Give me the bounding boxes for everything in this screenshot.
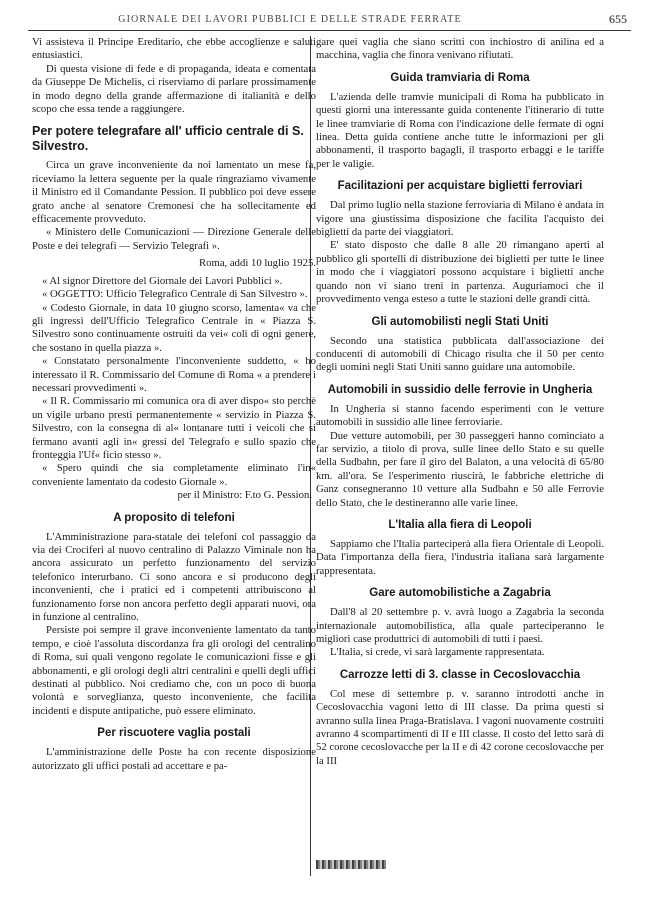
article-title: Guida tramviaria di Roma — [390, 71, 530, 84]
article-paragraph: Circa un grave inconveniente da noi lamentato un mese fa, riceviamo la lettera seguente per la quale ringraziamo vivamente il Ministro ed il Comandante Pession. Il pubblico poi deve essere grato anche al senatore Cremonesi che ha sollecitamente ed efficacemente provveduto. — [32, 159, 316, 226]
article-title: Per riscuotere vaglia postali — [97, 727, 251, 740]
article-title: Gare automobilistiche a Zagabria — [369, 587, 551, 600]
article-paragraph: L'azienda delle tramvie municipali di Roma ha pubblicato in questi giorni una interessante guida contenente l'itinerario di tutte le linee tramviarie di Roma con l'indicazione delle fermate di ogni linea. Detta guida contiene anche tutte le informazioni per gli abbonamenti, il trasporto bagagli, il trasporto erbaggi e le tariffe per le valigie. — [316, 90, 604, 170]
article-title: Facilitazioni per acquistare biglietti ferroviari — [337, 180, 583, 193]
header-rule — [28, 30, 631, 31]
intro-paragraph: Di questa visione di fede e di propaganda, ideata e comentata da Giuseppe De Michelis, ci riserviamo di parlare prossimamente in modo degno della grande affermazione di italianità e dello scopo che essa tende a raggiungere. — [32, 62, 316, 116]
letter-paragraph: « OGGETTO: Ufficio Telegrafico Centrale di San Silvestro ». — [42, 288, 308, 301]
article-title: Carrozze letti di 3. classe in Cecoslovacchia — [339, 668, 581, 681]
intro-paragraph: Vi assisteva il Principe Ereditario, che ebbe accoglienze e saluti entusiastici. — [32, 36, 316, 62]
article-title: Per potere telegrafare all' ufficio centrale di S. Silvestro. — [32, 124, 304, 154]
article-paragraph: Col mese di settembre p. v. saranno introdotti anche in Cecoslovacchia vagoni letto di III classe. Da prima questi si avranno sulla linea Praga-Bratislava. I vagoni nuovamente costruiti avranno 4 scompartimenti di II e III classe. Il costo del letto sarà di 52 corone cecoslovacche per la II e di 42 corone cecoslovacche per la III — [316, 687, 604, 767]
letter-paragraph: « Spero quindi che sia completamente eliminato l'in« conveniente lamentato da codesto Giornale ». — [32, 462, 316, 488]
letter-paragraph: « Codesto Giornale, in data 10 giugno scorso, lamenta« va che gli ingressi dell'Ufficio Telegrafico Centrale in « Piazza S. Silvestro sono continuamente ostruiti da vei« coli di ogni genere, che sostano in quella piazza ». — [32, 301, 316, 354]
letter-paragraph: « Constatato personalmente l'inconveniente suddetto, « ho interessato il R. Commissario del Comune di Roma « a prendere i necessari provvedimenti ». — [32, 355, 316, 394]
page-number: 655 — [609, 12, 627, 26]
article-title: Gli automobilisti negli Stati Uniti — [371, 315, 549, 328]
article-title: A proposito di telefoni — [113, 511, 235, 524]
article-paragraph: Dall'8 al 20 settembre p. v. avrà luogo a Zagabria la seconda internazionale automobilistica, alla quale parteciperanno le migliori case produttrici di automobili di tutti i paesi. — [316, 606, 604, 645]
article-paragraph: In Ungheria si stanno facendo esperimenti con le vetture automobili in sussidio alle linee ferroviarie. — [316, 402, 604, 429]
article-paragraph: L'amministrazione delle Poste ha con recente disposizione autorizzato gli uffici postali ad accettare e pa- — [32, 746, 316, 772]
article-paragraph: « Ministero delle Comunicazioni — Direzione Generale delle Poste e dei telegrafi — Servizio Telegrafi ». — [32, 226, 316, 252]
letter-paragraph: « Il R. Commissario mi comunica ora di aver dispo« sto perchè un vigile urbano presti permanentemente « servizio in Piazza S. Silvestro, con la consegna di al« lontanare tutti i veicoli che si fermano avanti agli in« gressi del Telegrafo e sullo spazio che fronteggia l'Uf« ficio stesso ». — [32, 395, 316, 461]
article-paragraph: Dal primo luglio nella stazione ferroviaria di Milano è andata in vigore una giustissima disposizione che facilita l'acquisto dei biglietti da parte dei viaggiatori. — [316, 199, 604, 239]
article-title: Automobili in sussidio delle ferrovie in Ungheria — [327, 383, 593, 396]
letter-signature: per il Ministro: F.to G. Pession. — [177, 489, 312, 502]
left-column — [32, 36, 316, 773]
article-paragraph: Sappiamo che l'Italia parteciperà alla fiera Orientale di Leopoli. Data l'importanza della fiera, l'industria italiana sarà largamente rappresentata. — [316, 537, 604, 577]
article-paragraph: L'Amministrazione para-statale dei telefoni col passaggio da via dei Crociferi al nuovo centralino di Palazzo Viminale non ha ancora assicurato un perfetto funzionamento del servizio telefonico interurbano. Ci sono ancora e si producono degli inconvenienti, che i pratici ed i competenti attribuiscono al funzionamento forse non ancora perfetto degli apparati nuovi, ora in funzione al centralino. — [32, 530, 316, 624]
letter-date: Roma, addì 10 luglio 1925. — [199, 257, 316, 270]
article-paragraph: Persiste poi sempre il grave inconveniente lamentato da tanto tempo, e cioè l'assoluta discordanza fra gli orologi del centralino di Roma, sui quali vengono regolate le comunicazioni fisse e gli abbonamenti, e gli orologi degli altri centralini e quelli degli uffici destinati al pubblico. Noi crediamo che, con un poco di buona volontà e sorveglianza, questo inconveniente, che facilita incidenti e dispute antipatiche, può essere eliminato. — [32, 624, 316, 717]
continuation-paragraph: gare quei vaglia che siano scritti con inchiostro di anilina ed a macchina, vaglia che finora venivano rifiutati. — [316, 36, 604, 62]
article-paragraph: Due vetture automobili, per 30 passeggeri hanno cominciato a far servizio, a titolo di prova, sulle linee dello Stato e su quelle della Sudbahn, per fare il giro del Balaton, a una velocità di 65/80 km. all'ora. Se l'esperimento riuscirà, le fabbriche elettriche di Ganz consegneranno 10 vetture alla Sudbahn e 50 alle Ferrovie dello Stato, che le destineranno alle varie linee. — [316, 429, 604, 509]
running-head: GIORNALE DEI LAVORI PUBBLICI E DELLE STRADE FERRATE — [118, 14, 462, 25]
article-title: L'Italia alla fiera di Leopoli — [388, 518, 532, 531]
article-paragraph: Secondo una statistica pubblicata dall'associazione dei conducenti di automobili di Chicago risulta che il 50 per cento degli uomini negli Stati Uniti sanno guidare una automobile. — [316, 334, 604, 374]
article-paragraph: E' stato disposto che dalle 8 alle 20 rimangano aperti al pubblico gli sportelli di distribuzione dei biglietti per tutte le linee in modo che i viaggiatori possono acquistare i biglietti anche quando non vi siano treni in partenza. Auguriamoci che il provvedimento venga esteso a tutte le stazioni delle grandi città. — [316, 239, 604, 306]
article-paragraph: L'Italia, si crede, vi sarà largamente rappresentata. — [330, 646, 545, 659]
letter-paragraph: « Al signor Direttore del Giornale dei Lavori Pubblici ». — [42, 274, 283, 287]
right-column — [316, 36, 604, 768]
print-smudge — [316, 860, 386, 869]
